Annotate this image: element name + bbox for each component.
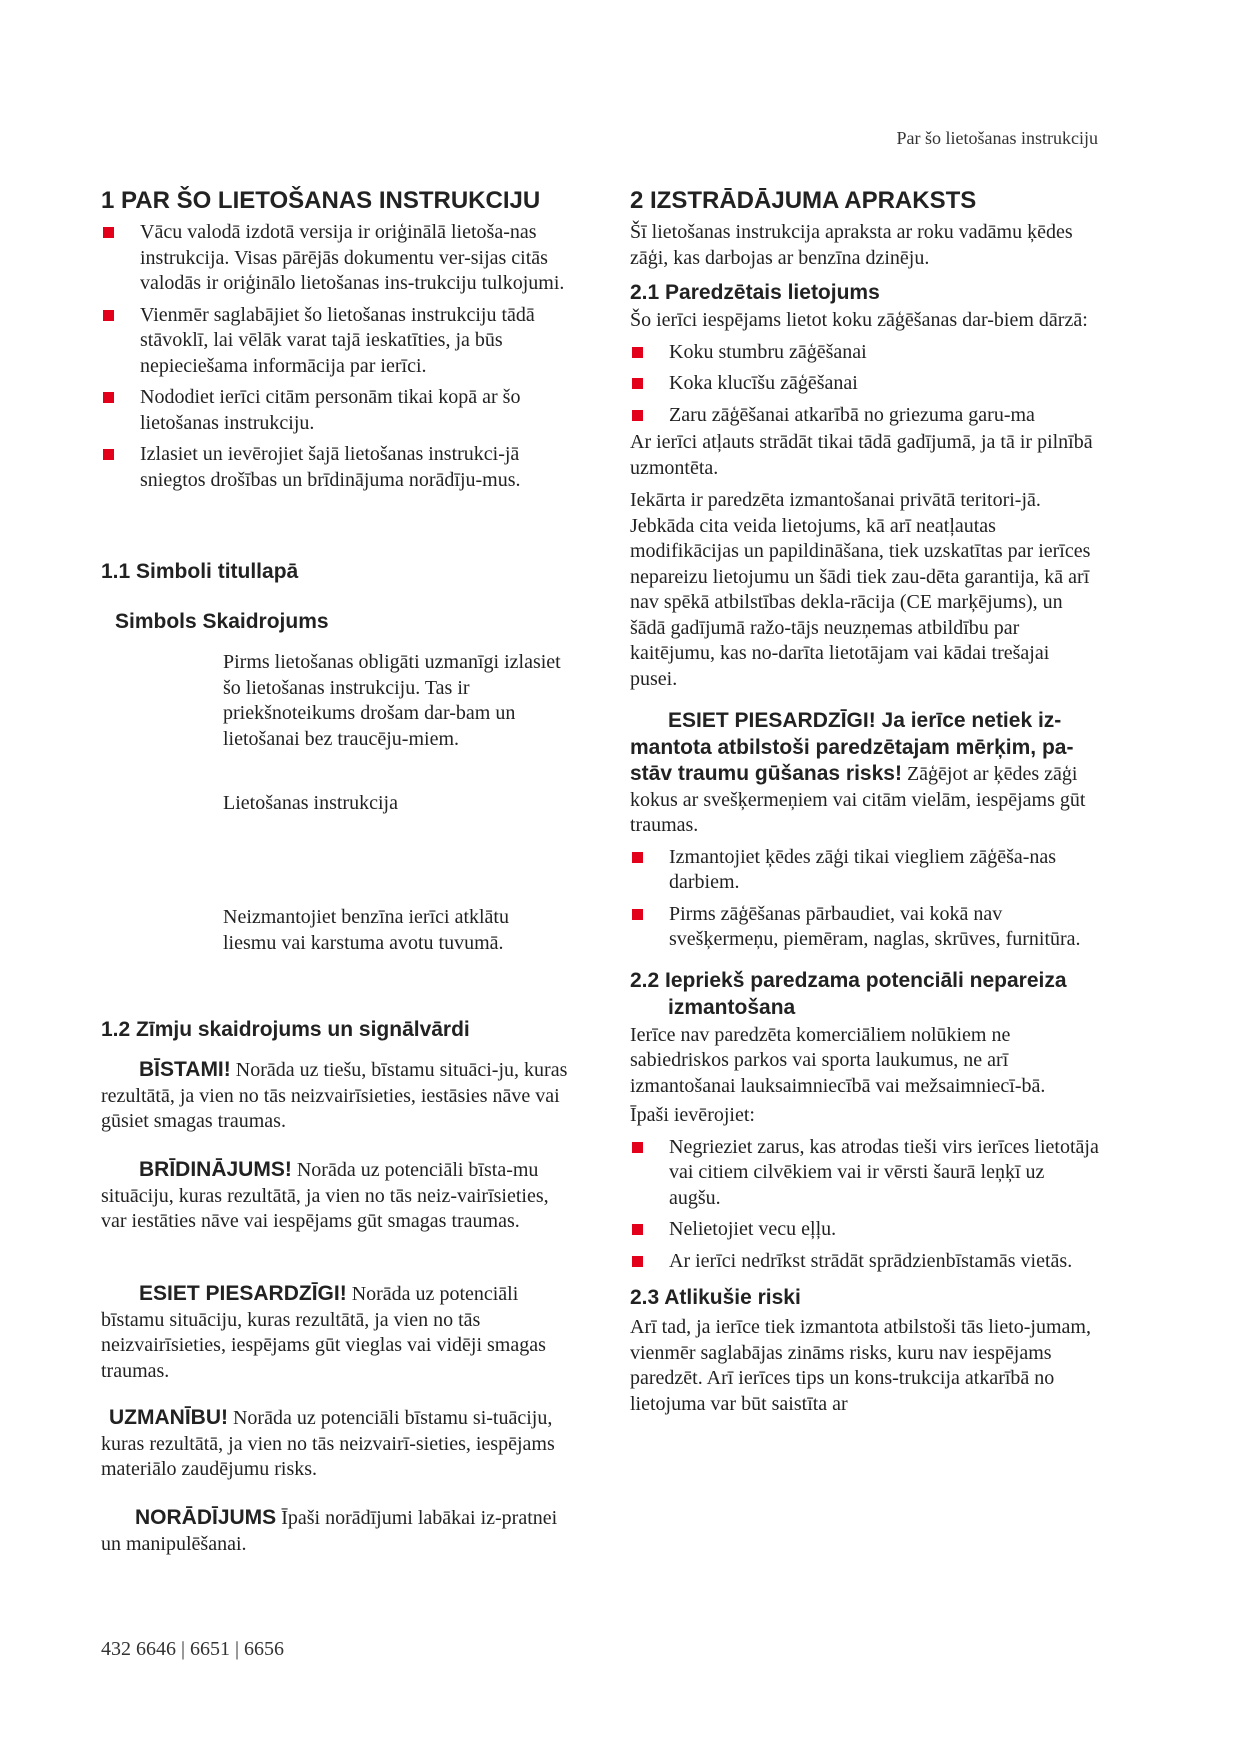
section-2-1-paragraph-1: Ar ierīci atļauts strādāt tikai tādā gadījumā, ja tā ir pilnībā uzmontēta. xyxy=(630,431,1093,479)
list-item: Izlasiet un ievērojiet šajā lietošanas instrukci-jā sniegtos drošības un brīdinājuma norādīju-mus. xyxy=(101,442,571,493)
section-2-1-list xyxy=(630,340,1100,429)
section-1-2-title: 1.2 Zīmju skaidrojums un signālvārdi xyxy=(101,1018,470,1041)
section-2-1-intro: Šo ierīci iespējams lietot koku zāģēšanas dar-biem dārzā: xyxy=(630,309,1088,331)
red-square-bullet-icon xyxy=(632,852,643,863)
signal-word-warning: BRĪDINĀJUMS! xyxy=(139,1158,292,1181)
running-head: Par šo lietošanas instrukciju xyxy=(896,128,1098,148)
symbol-explanation-2: Lietošanas instrukcija xyxy=(223,792,398,814)
symbols-table-header: Simbols Skaidrojums xyxy=(115,610,329,633)
caution-misuse-list xyxy=(630,845,1100,953)
list-item: Zaru zāģēšanai atkarībā no griezuma garu-ma xyxy=(630,403,1100,429)
section-1-1-title: 1.1 Simboli titullapā xyxy=(101,560,299,583)
signal-warning: BRĪDINĀJUMS! Norāda uz potenciāli bīsta-mu situāciju, kuras rezultātā, ja vien no tās neiz-vairīsieties, var iestāties nāve vai iespējams gūt smagas traumas. xyxy=(101,1158,549,1232)
section-2-2-list xyxy=(630,1135,1100,1275)
list-item: Nelietojiet vecu eļļu. xyxy=(630,1217,1100,1243)
signal-note: NORĀDĪJUMS Īpaši norādījumi labākai iz-pratnei un manipulēšanai. xyxy=(101,1506,558,1555)
section-2-title: 2 IZSTRĀDĀJUMA APRAKSTS xyxy=(630,187,977,214)
red-square-bullet-icon xyxy=(632,1142,643,1153)
red-square-bullet-icon xyxy=(632,347,643,358)
symbol-explanation-3: Neizmantojiet benzīna ierīci atklātu liesmu vai karstuma avotu tuvumā. xyxy=(223,906,509,954)
signal-word-note: NORĀDĪJUMS xyxy=(135,1506,277,1529)
signal-danger: BĪSTAMI! Norāda uz tiešu, bīstamu situāci-ju, kuras rezultātā, ja vien no tās neizvairīsieties, iestāsies nāve vai gūsiet smagas traumas. xyxy=(101,1058,568,1132)
section-2-intro: Šī lietošanas instrukcija apraksta ar roku vadāmu ķēdes zāģi, kas darbojas ar benzīna dzinēju. xyxy=(630,221,1073,269)
left-column xyxy=(101,186,571,499)
red-square-bullet-icon xyxy=(632,909,643,920)
right-column xyxy=(630,186,1100,1417)
section-1-list xyxy=(101,220,571,493)
red-square-bullet-icon xyxy=(103,392,114,403)
list-item: Vācu valodā izdotā versija ir oriģinālā lietoša-nas instrukcija. Visas pārējās dokumentu ver-sijas citās valodās ir oriģinālo lietošanas ins-trukciju tulkojumi. xyxy=(101,220,571,297)
list-item: Koku stumbru zāģēšanai xyxy=(630,340,1100,366)
caution-misuse-heading: ESIET PIESARDZĪGI! Ja ierīce netiek iz-mantota atbilstoši paredzētajam mērķim, pa-stāv traumu gūšanas risks! xyxy=(630,709,1074,785)
signal-word-attention: UZMANĪBU! xyxy=(109,1406,228,1429)
list-item: Koka klucīšu zāģēšanai xyxy=(630,371,1100,397)
red-square-bullet-icon xyxy=(632,1256,643,1267)
caution-misuse-block: ESIET PIESARDZĪGI! Ja ierīce netiek iz-mantota atbilstoši paredzētajam mērķim, pa-stāv traumu gūšanas risks! Zāģējot ar ķēdes zāģi kokus ar svešķermeņiem vai citām vielām, iespējams gūt traumas. xyxy=(630,709,1086,836)
list-item: Ar ierīci nedrīkst strādāt sprādzienbīstamās vietās. xyxy=(630,1249,1100,1275)
signal-attention: UZMANĪBU! Norāda uz potenciāli bīstamu si-tuāciju, kuras rezultātā, ja vien no tās neizvairī-sieties, iespējams materiālo zaudējumu risks. xyxy=(101,1406,555,1480)
list-item: Pirms zāģēšanas pārbaudiet, vai kokā nav svešķermeņu, piemēram, naglas, skrūves, furnitūra. xyxy=(630,902,1100,953)
red-square-bullet-icon xyxy=(103,227,114,238)
section-2-3-paragraph-1: Arī tad, ja ierīce tiek izmantota atbilstoši tās lieto-jumam, vienmēr saglabājas zināms risks, kuru nav iespējams paredzēt. Arī ierīces tips un kons-trukcija atkarībā no lietojuma var būt saistīta ar xyxy=(630,1316,1091,1415)
list-item: Izmantojiet ķēdes zāģi tikai viegliem zāģēša-nas darbiem. xyxy=(630,845,1100,896)
section-2-3-title: 2.3 Atlikušie riski xyxy=(630,1286,801,1309)
signal-word-danger: BĪSTAMI! xyxy=(139,1058,231,1081)
signal-word-caution: ESIET PIESARDZĪGI! xyxy=(139,1282,347,1305)
section-1-title: 1 PAR ŠO LIETOŠANAS INSTRUKCIJU xyxy=(101,187,541,214)
page-footer: 432 6646 | 6651 | 6656 xyxy=(101,1638,285,1660)
list-item: Nododiet ierīci citām personām tikai kopā ar šo lietošanas instrukciju. xyxy=(101,385,571,436)
section-2-2-paragraph-1: Ierīce nav paredzēta komerciāliem nolūkiem ne sabiedriskos parkos vai sporta laukumus, ne arī izmantošanai lauksaimniecībā vai mežsaimniecī-bā. xyxy=(630,1023,1046,1097)
red-square-bullet-icon xyxy=(103,310,114,321)
red-square-bullet-icon xyxy=(632,378,643,389)
section-2-1-paragraph-2: Iekārta ir paredzēta izmantošanai privātā teritori-jā. Jebkāda cita veida lietojums, kā arī neatļautas modifikācijas un papildināšana, tiek uzskatītas par ierīces nepareizu lietojumu un šādi tiek zau-dēta garantija, kā arī nav spēkā atbilstības dekla-rācija (CE marķējums), un šādā gadījumā ražo-tājs neuzņemas atbildību par kaitējumu, kas no-darīta lietotājam vai kādai trešajai pusei. xyxy=(630,489,1091,690)
list-item: Negrieziet zarus, kas atrodas tieši virs ierīces lietotāja vai citiem cilvēkiem vai ir vērsti šaurā leņķī uz augšu. xyxy=(630,1135,1100,1212)
red-square-bullet-icon xyxy=(103,449,114,460)
section-2-2-title: 2.2 Iepriekš paredzama potenciāli nepareiza izmantošana xyxy=(630,968,1067,1019)
list-item: Vienmēr saglabājiet šo lietošanas instrukciju tādā stāvoklī, lai vēlāk varat tajā ieskatīties, ja būs nepieciešama informācija par ierīci. xyxy=(101,303,571,380)
symbol-explanation-1: Pirms lietošanas obligāti uzmanīgi izlasiet šo lietošanas instrukciju. Tas ir priekšnoteikums drošam dar-bam un lietošanai bez traucēju-miem. xyxy=(223,651,561,750)
signal-caution: ESIET PIESARDZĪGI! Norāda uz potenciāli bīstamu situāciju, kuras rezultātā, ja vien no tās neizvairīsieties, iespējams gūt vieglas vai vidēji smagas traumas. xyxy=(101,1282,546,1382)
section-2-1-title: 2.1 Paredzētais lietojums xyxy=(630,281,880,304)
section-2-2-paragraph-2: Īpaši ievērojiet: xyxy=(630,1104,755,1126)
red-square-bullet-icon xyxy=(632,410,643,421)
red-square-bullet-icon xyxy=(632,1224,643,1235)
